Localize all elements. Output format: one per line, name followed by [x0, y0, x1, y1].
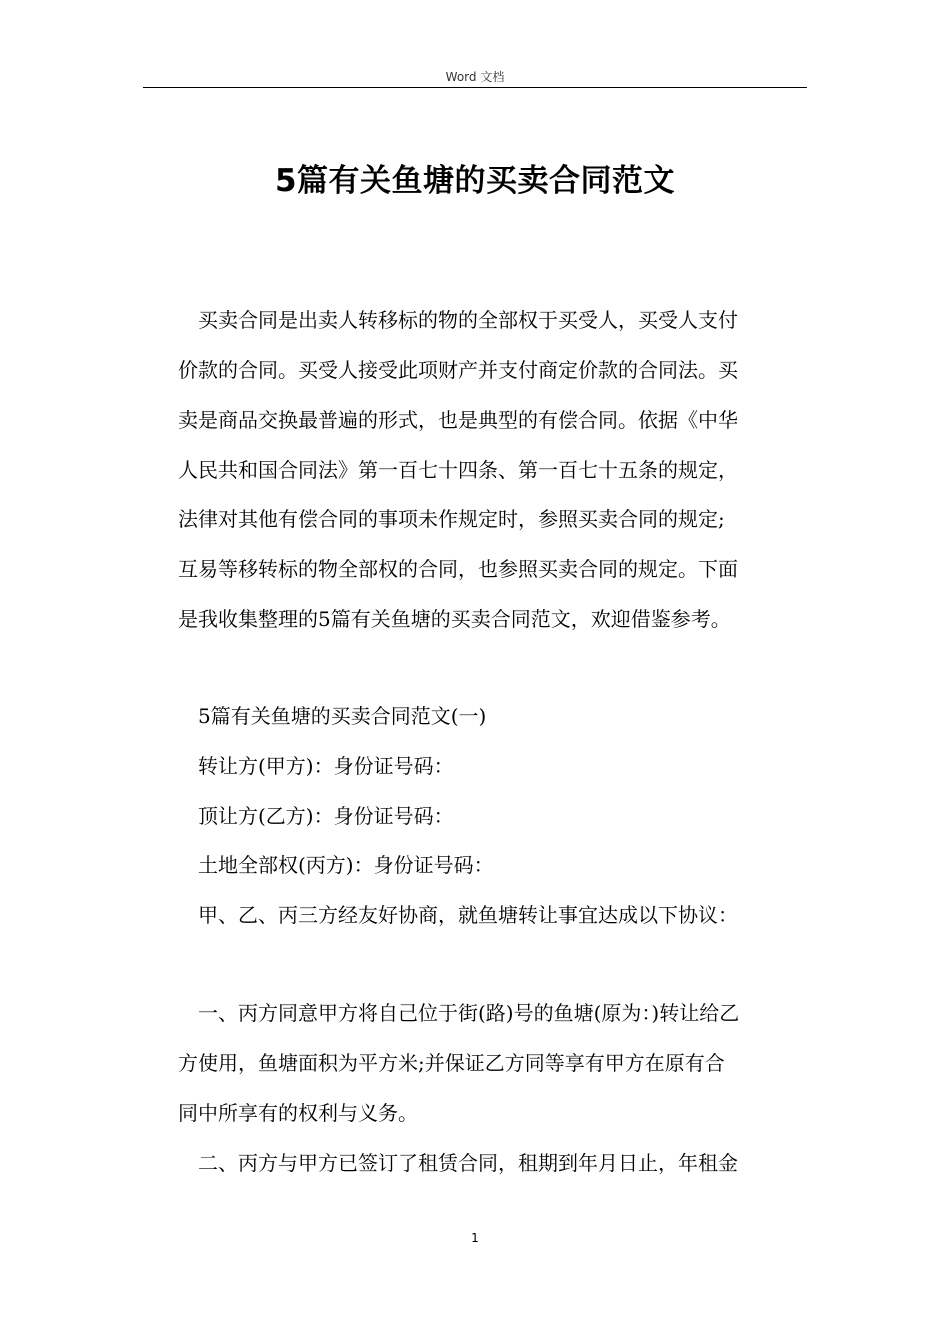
- clause-line: 二、丙方与甲方已签订了租赁合同，租期到年月日止，年租金: [198, 1151, 738, 1175]
- intro-line: 互易等移转标的物全部权的合同，也参照买卖合同的规定。下面: [178, 557, 738, 581]
- intro-line: 卖是商品交换最普遍的形式，也是典型的有偿合同。依据《中华: [178, 408, 738, 432]
- document-title: 5篇有关鱼塘的买卖合同范文: [274, 163, 676, 199]
- party-c-line: 土地全部权(丙方)：身份证号码：: [198, 853, 494, 877]
- header-rule: [143, 87, 807, 88]
- party-a-line: 转让方(甲方)：身份证号码：: [198, 754, 454, 778]
- clause-line: 一、丙方同意甲方将自己位于街(路)号的鱼塘(原为：)转让给乙: [198, 1001, 740, 1025]
- intro-line: 人民共和国合同法》第一百七十四条、第一百七十五条的规定，: [178, 458, 738, 482]
- intro-line: 法律对其他有偿合同的事项未作规定时，参照买卖合同的规定;: [178, 507, 725, 531]
- agreement-line: 甲、乙、丙三方经友好协商，就鱼塘转让事宜达成以下协议：: [198, 903, 738, 927]
- clause-line: 同中所享有的权利与义务。: [178, 1101, 418, 1125]
- header-text: Word 文档: [445, 70, 505, 84]
- intro-line: 是我收集整理的5篇有关鱼塘的买卖合同范文，欢迎借鉴参考。: [178, 607, 731, 631]
- party-b-line: 顶让方(乙方)：身份证号码：: [198, 804, 454, 828]
- intro-line: 买卖合同是出卖人转移标的物的全部权于买受人，买受人支付: [198, 308, 738, 332]
- section-heading: 5篇有关鱼塘的买卖合同范文(一): [198, 704, 487, 728]
- page-number: 1: [471, 1231, 479, 1245]
- intro-line: 价款的合同。买受人接受此项财产并支付商定价款的合同法。买: [178, 358, 738, 382]
- clause-line: 方使用，鱼塘面积为平方米;并保证乙方同等享有甲方在原有合: [178, 1051, 725, 1075]
